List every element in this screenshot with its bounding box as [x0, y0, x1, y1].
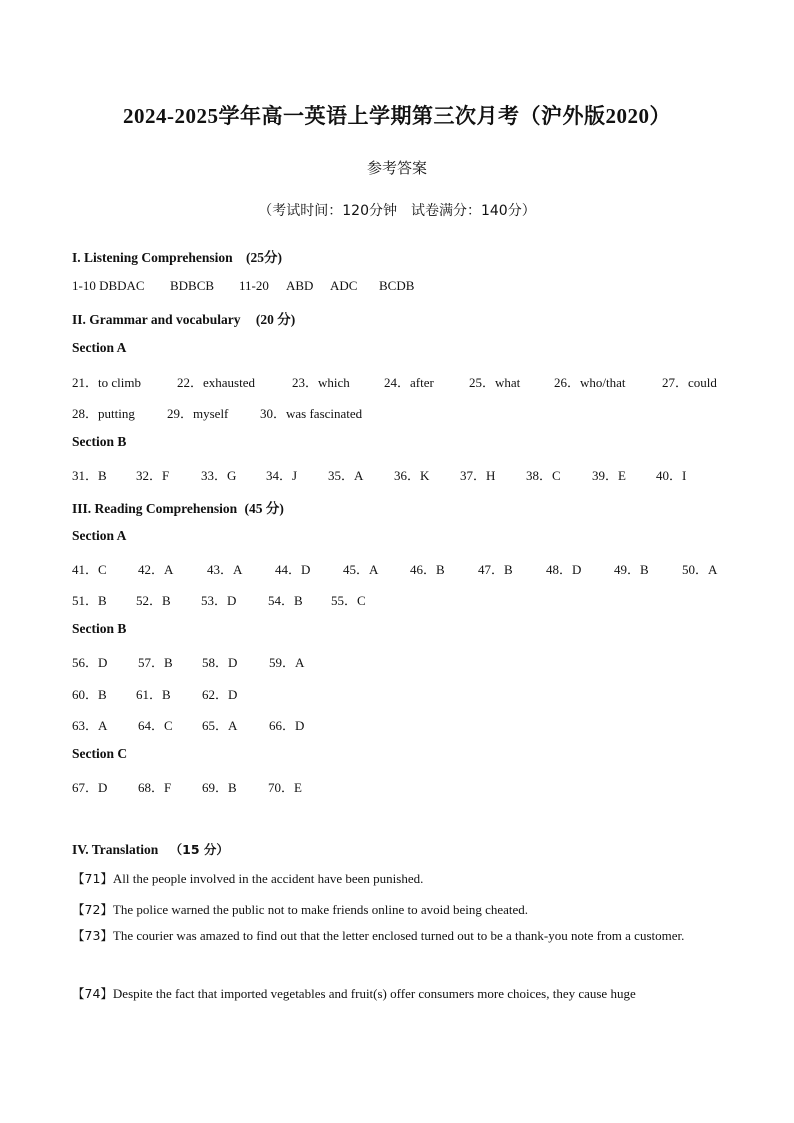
answer-group: 1-10 DBDAC [72, 278, 145, 293]
subsection-label: Section C [72, 746, 128, 761]
answer-item: 27．could [662, 375, 717, 390]
answer-item: 67．D [72, 780, 108, 795]
page-title: 2024-2025学年高一英语上学期第三次月考（沪外版2020） [123, 104, 671, 128]
answer-item: 54．B [268, 593, 303, 608]
answer-item: 38．C [526, 468, 561, 483]
answer-item: 57．B [138, 655, 173, 670]
answer-item: 69．B [202, 780, 237, 795]
heading-text: I. Listening Comprehension [72, 250, 233, 265]
heading-text: IV. Translation [72, 842, 159, 857]
answer-item: 65．A [202, 718, 238, 733]
answer-item: 40．I [656, 468, 687, 483]
answer-item: 70．E [268, 780, 302, 795]
heading-score: (25分) [246, 250, 283, 265]
translation-item [72, 865, 724, 892]
answer-item: 41．C [72, 562, 107, 577]
answer-item: 31．B [72, 468, 107, 483]
answer-item: 35．A [328, 468, 364, 483]
answer-group: ADC [330, 278, 358, 293]
answer-item: 30．was fascinated [260, 406, 363, 421]
section-heading-grammar [72, 308, 295, 328]
heading-score: (20 分) [255, 312, 296, 327]
answer-item: 68．F [138, 780, 172, 795]
subsection-label: Section A [72, 528, 127, 543]
answer-item: 56．D [72, 655, 108, 670]
answer-item: 50．A [682, 562, 718, 577]
heading-score: (45 分) [244, 501, 284, 516]
answer-item: 44．D [275, 562, 311, 577]
answer-group: BCDB [379, 278, 415, 293]
subsection-label: Section B [72, 434, 127, 449]
answer-item: 37．H [460, 468, 496, 483]
subsection-label: Section A [72, 340, 127, 355]
answer-group: BDBCB [170, 278, 215, 293]
answer-group: 11-20 [239, 278, 269, 293]
answer-item: 55．C [331, 593, 366, 608]
answer-item: 26．who/that [554, 375, 626, 390]
answer-item: 47．B [478, 562, 513, 577]
answer-item: 34．J [266, 468, 298, 483]
item-number: 【71】 [72, 871, 113, 886]
answer-item: 60．B [72, 687, 107, 702]
answer-item: 64．C [138, 718, 173, 733]
section-heading-reading [72, 497, 284, 517]
heading-text: III. Reading Comprehension [72, 501, 238, 516]
item-text: All the people involved in the accident have been punished. [112, 871, 424, 886]
exam-info: （考试时间：120分钟 试卷满分：140分） [258, 203, 536, 219]
answer-item: 32．F [136, 468, 170, 483]
answer-item: 62．D [202, 687, 238, 702]
answer-item: 39．E [592, 468, 626, 483]
answer-key-subtitle: 参考答案 [366, 159, 427, 177]
answer-item: 53．D [201, 593, 237, 608]
answer-item: 33．G [201, 468, 237, 483]
answer-item: 36．K [394, 468, 430, 483]
answer-item: 51．B [72, 593, 107, 608]
section-heading-listening [72, 246, 282, 266]
item-number: 【72】 [72, 902, 113, 917]
answer-item: 29．myself [167, 406, 229, 421]
answer-item: 48．D [546, 562, 582, 577]
answer-item: 63．A [72, 718, 108, 733]
answer-item: 58．D [202, 655, 238, 670]
answer-item: 23．which [292, 375, 350, 390]
translation-item [72, 980, 724, 1007]
section-heading-translation [72, 840, 229, 858]
answer-item: 25．what [469, 375, 521, 390]
item-number: 【74】 [72, 986, 113, 1001]
answer-item: 46．B [410, 562, 445, 577]
answer-item: 43．A [207, 562, 243, 577]
answer-item: 59．A [269, 655, 305, 670]
answer-item: 42．A [138, 562, 174, 577]
heading-score: （15 分） [169, 842, 229, 857]
answer-item: 61．B [136, 687, 171, 702]
answer-item: 49．B [614, 562, 649, 577]
answer-item: 52．B [136, 593, 171, 608]
item-number: 【73】 [72, 928, 113, 943]
item-text: Despite the fact that imported vegetables and fruit(s) offer consumers more choices, they cause huge [112, 986, 636, 1001]
translation-item [72, 896, 724, 923]
answer-item: 66．D [269, 718, 305, 733]
heading-text: II. Grammar and vocabulary [72, 312, 241, 327]
answer-item: 24．after [384, 375, 434, 390]
subsection-label: Section B [72, 621, 127, 636]
answer-item: 45．A [343, 562, 379, 577]
translation-item [72, 922, 724, 949]
answer-item: 28．putting [72, 406, 135, 421]
item-text: The courier was amazed to find out that the letter enclosed turned out to be a thank-you note from a customer. [112, 928, 685, 943]
answer-group: ABD [286, 278, 314, 293]
answer-item: 21．to climb [72, 375, 141, 390]
item-text: The police warned the public not to make friends online to avoid being cheated. [112, 902, 529, 917]
answer-item: 22．exhausted [177, 375, 255, 390]
